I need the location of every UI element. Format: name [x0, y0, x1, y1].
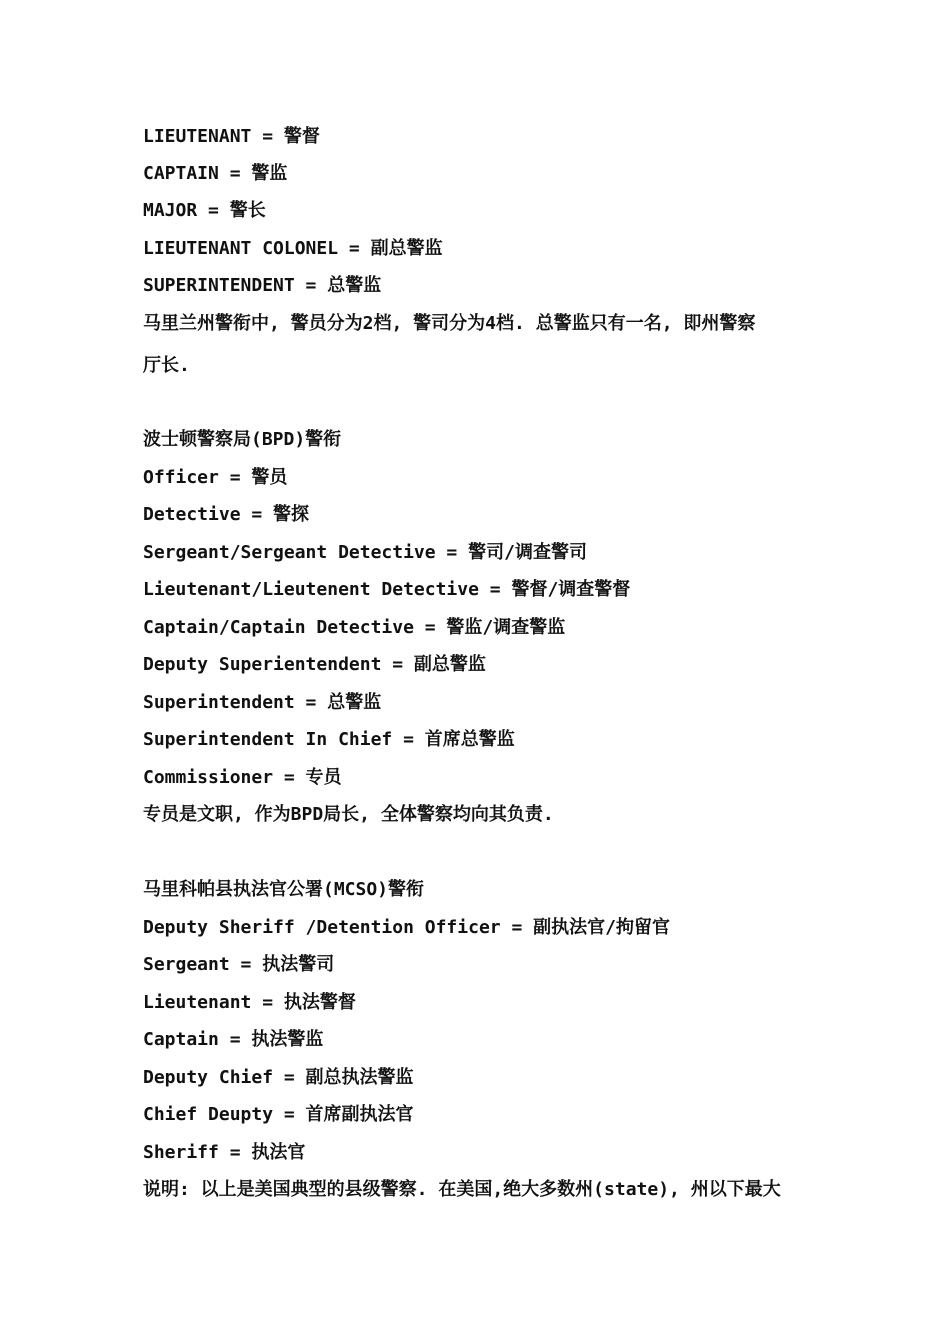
section-heading-mcso: 马里科帕县执法官公署(MCSO)警衔 [143, 879, 425, 900]
rank-line: Captain/Captain Detective = 警监/调查警监 [143, 617, 566, 638]
note-line: 马里兰州警衔中, 警员分为2档, 警司分为4档. 总警监只有一名, 即州警察 [143, 313, 756, 334]
note-line: 专员是文职, 作为BPD局长, 全体警察均向其负责. [143, 804, 554, 825]
rank-line: Deputy Sheriff /Detention Officer = 副执法官/拘留官 [143, 917, 670, 938]
rank-line: Officer = 警员 [143, 467, 288, 488]
rank-line: Chief Deupty = 首席副执法官 [143, 1104, 414, 1125]
rank-line: Lieutenant = 执法警督 [143, 992, 356, 1013]
rank-line: Sergeant = 执法警司 [143, 954, 335, 975]
rank-line: Deputy Chief = 副总执法警监 [143, 1067, 414, 1088]
note-line: 说明: 以上是美国典型的县级警察. 在美国,绝大多数州(state), 州以下最大 [143, 1179, 781, 1200]
rank-line: Superintendent = 总警监 [143, 692, 382, 713]
rank-line: Sheriff = 执法官 [143, 1142, 306, 1163]
rank-line: MAJOR = 警长 [143, 200, 266, 221]
rank-line: CAPTAIN = 警监 [143, 163, 288, 184]
rank-line: Sergeant/Sergeant Detective = 警司/调查警司 [143, 542, 587, 563]
rank-line: Superintendent In Chief = 首席总警监 [143, 729, 515, 750]
rank-line: SUPERINTENDENT = 总警监 [143, 275, 382, 296]
rank-line: Captain = 执法警监 [143, 1029, 324, 1050]
rank-line: LIEUTENANT COLONEL = 副总警监 [143, 238, 443, 259]
note-line: 厅长. [143, 355, 190, 376]
rank-line: Deputy Superientendent = 副总警监 [143, 654, 486, 675]
rank-line: LIEUTENANT = 警督 [143, 126, 320, 147]
section-heading-bpd: 波士顿警察局(BPD)警衔 [143, 429, 342, 450]
rank-line: Commissioner = 专员 [143, 767, 342, 788]
rank-line: Detective = 警探 [143, 504, 310, 525]
rank-line: Lieutenant/Lieutenent Detective = 警督/调查警督 [143, 579, 631, 600]
